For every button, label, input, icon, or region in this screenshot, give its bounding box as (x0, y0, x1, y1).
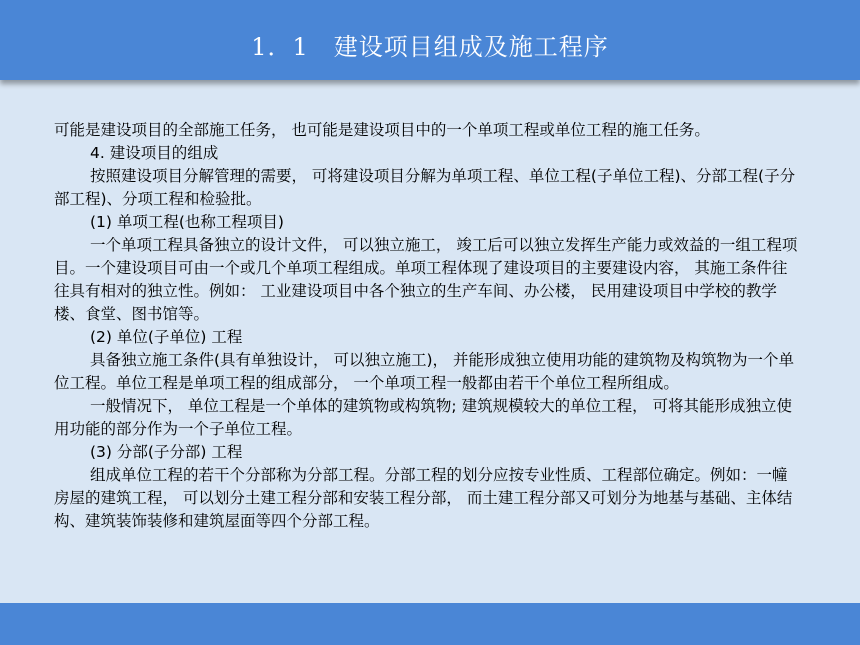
subsection-heading: (3) 分部(子分部) 工程 (90, 443, 243, 461)
subsection-heading: (2) 单位(子单位) 工程 (90, 328, 243, 346)
slide-title: 1．1 建设项目组成及施工程序 (251, 33, 609, 61)
section-heading: 4. 建设项目的组成 (90, 144, 219, 162)
paragraph: 组成单位工程的若干个分部称为分部工程。分部工程的划分应按专业性质、工程部位确定。例如：一幢房屋的建筑工程， 可以划分土建工程分部和安装工程分部， 而土建工程分部又可划分为地基与基础、主体结构、建筑装饰装修和建筑屋面等四个分部工程。 (54, 466, 793, 530)
paragraph: 具备独立施工条件(具有单独设计， 可以独立施工)， 并能形成独立使用功能的建筑物及构筑物为一个单位工程。单位工程是单项工程的组成部分， 一个单项工程一般都由若干个单位工程所组成。 (54, 351, 794, 392)
slide-body (54, 119, 800, 533)
paragraph: 一般情况下， 单位工程是一个单体的建筑物或构筑物; 建筑规模较大的单位工程， 可将其能形成独立使用功能的部分作为一个子单位工程。 (54, 397, 793, 438)
subsection-heading: (1) 单项工程(也称工程项目) (90, 213, 284, 231)
paragraph: 可能是建设项目的全部施工任务， 也可能是建设项目中的一个单项工程或单位工程的施工任务。 (54, 121, 710, 139)
paragraph: 一个单项工程具备独立的设计文件， 可以独立施工， 竣工后可以独立发挥生产能力或效益的一组工程项目。一个建设项目可由一个或几个单项工程组成。单项工程体现了建设项目的主要建设内容， 其施工条件往往具有相对的独立性。例如： 工业建设项目中各个独立的生产车间、办公楼， 民用建设项目中学校的教学楼、食堂、图书馆等。 (54, 236, 798, 323)
slide-footer-bar (0, 603, 860, 645)
paragraph: 按照建设项目分解管理的需要， 可将建设项目分解为单项工程、单位工程(子单位工程)、分部工程(子分部工程)、分项工程和检验批。 (54, 167, 796, 208)
slide-header-bar (0, 0, 860, 80)
